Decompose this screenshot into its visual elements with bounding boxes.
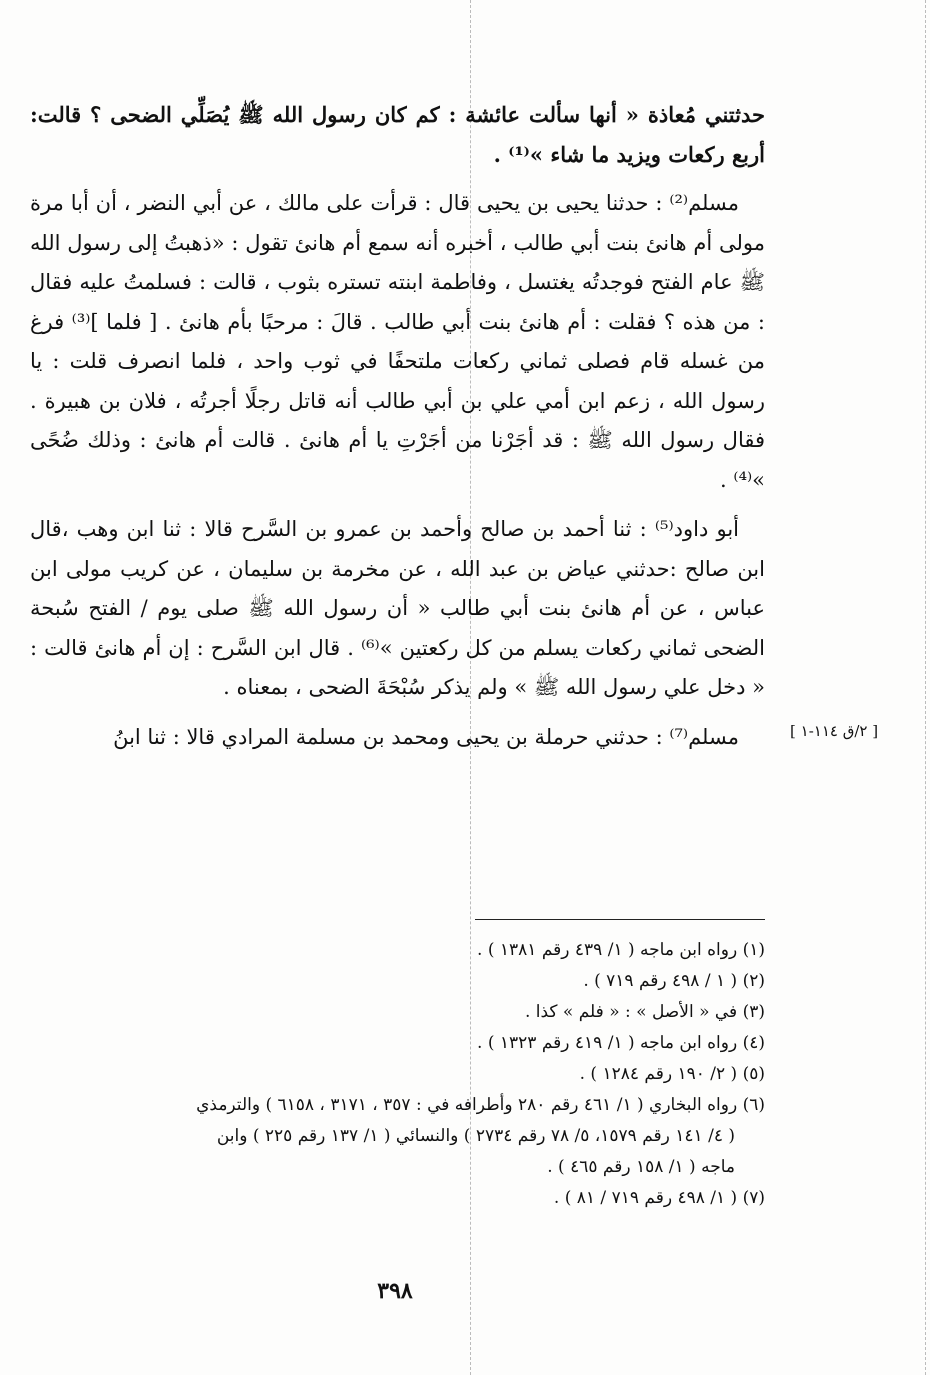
footnote-5: (٥) ( ٢/ ١٩٠ رقم ١٢٨٤ ) . — [579, 1064, 765, 1084]
page-number: ٣٩٨ — [377, 1278, 413, 1304]
footnote-6-continued: ( ٤/ ١٤١ رقم ١٥٧٩، ٥/ ٧٨ رقم ٢٧٣٤ ) والنسائي ( ١/ ١٣٧ رقم ٢٢٥ ) وابن — [216, 1126, 735, 1146]
manuscript-folio-marker: [ ٢/ق ١١٤-١ ] — [790, 722, 879, 740]
footnote-6: (٦) رواه البخاري ( ١/ ٤٦١ رقم ٢٨٠ وأطرافه في : ٣٥٧ ، ٣١٧١ ، ٦١٥٨ ) والترمذي — [196, 1095, 765, 1115]
paragraph-muslim-umm-hani: مسلم⁽²⁾ : حدثنا يحيى بن يحيى قال : قرأت على مالك ، عن أبي النضر ، أن أبا مرة مولى أم هانئ بنت أبي طالب ، أخبره أنه سمع أم هانئ تقول : «ذهبتُ إلى رسول الله ﷺ عام الفتح فوجدتُه يغتسل ، وفاطمة ابنته تستره بثوب ، قالت : فسلمتُ عليه فقال : من هذه ؟ فقلت : أم هانئ بنت أبي طالب . قالَ : مرحبًا بأم هانئ . [ فلما ]⁽³⁾ فرغ من غسله قام فصلى ثماني ركعات ملتحفًا في ثوب واحد ، فلما انصرف قلت : يا رسول الله ، زعم ابن أمي علي بن أبي طالب أنه قاتل رجلًا أجرتُه ، فلان بن هبيرة . فقال رسول الله ﷺ : قد أجَرْنا من أجَرْتِ يا أم هانئ . قالت أم هانئ : وذلك ضُحًى »⁽⁴⁾ . — [30, 191, 765, 492]
paragraph-abu-dawud: أبو داود⁽⁵⁾ : ثنا أحمد بن صالح وأحمد بن عمرو بن السَّرح قالا : ثنا ابن وهب ،قال ابن صالح :حدثني عياض بن عبد الله ، عن مخرمة بن سليمان ، عن كريب مولى ابن عباس ، عن أم هانئ بنت أبي طالب « أن رسول الله ﷺ صلى يوم / الفتح سُبحة الضحى ثماني ركعات يسلم من كل ركعتين »⁽⁶⁾ . قال ابن السَّرح : إن أم هانئ قالت : « دخل علي رسول الله ﷺ » ولم يذكر سُبْحَةَ الضحى ، بمعناه . — [30, 517, 766, 699]
footnote-4: (٤) رواه ابن ماجه ( ١/ ٤١٩ رقم ١٣٢٣ ) . — [477, 1033, 765, 1053]
footnote-6-continued-end: ماجه ( ١/ ١٥٨ رقم ٤٦٥ ) . — [547, 1157, 735, 1177]
footnote-3: (٣) في « الأصل » : « فلم » كذا . — [524, 1002, 765, 1022]
footnote-1: (١) رواه ابن ماجه ( ١/ ٤٣٩ رقم ١٣٨١ ) . — [477, 940, 765, 960]
footnote-7: (٧) ( ١/ ٤٩٨ رقم ٧١٩ / ٨١ ) . — [553, 1188, 765, 1208]
footnote-2: (٢) ( ١ / ٤٩٨ رقم ٧١٩ ) . — [583, 971, 765, 991]
scan-edge-line — [925, 0, 926, 1375]
paragraph-muslim-harmala: مسلم⁽⁷⁾ : حدثني حرملة بن يحيى ومحمد بن مسلمة المرادي قالا : ثنا ابنُ — [113, 724, 739, 749]
paragraph-muadha-hadith: حدثتني مُعاذة « أنها سألت عائشة : كم كان رسول الله ﷺ يُصَلِّي الضحى ؟ قالت: أربع ركعات ويزيد ما شاء »⁽¹⁾ . — [30, 102, 765, 167]
footnotes — [30, 935, 765, 1214]
footnote-separator — [475, 919, 765, 920]
main-text — [30, 95, 765, 767]
